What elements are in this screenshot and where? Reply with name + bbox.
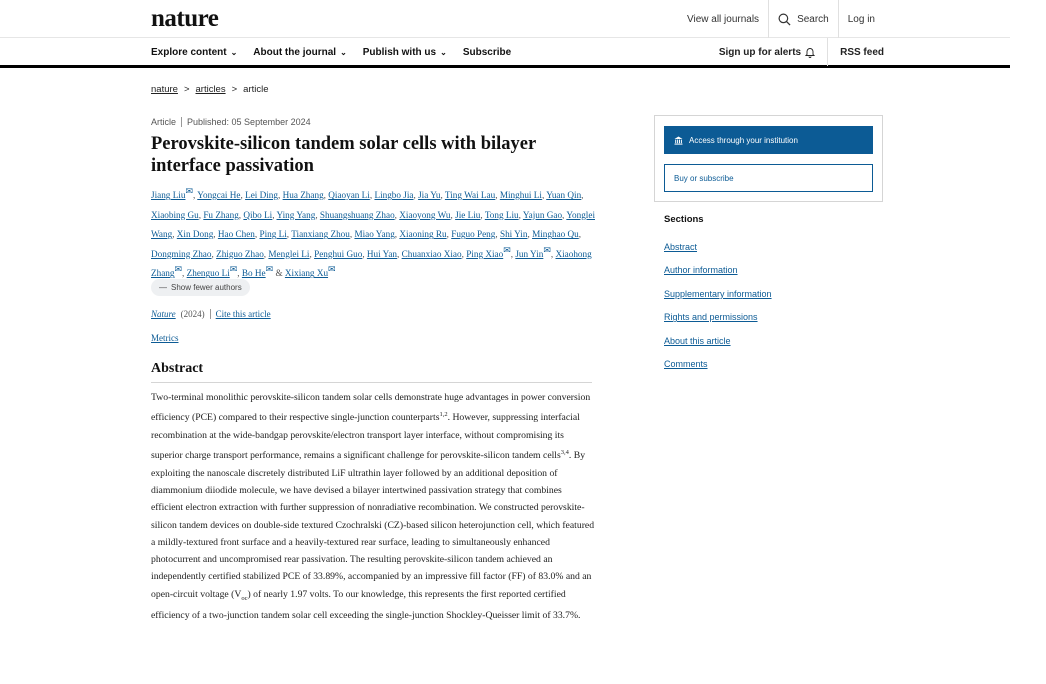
section-item	[664, 242, 772, 265]
breadcrumb-current: article	[243, 84, 269, 95]
alerts-signup-link[interactable]	[707, 38, 827, 66]
institution-icon	[674, 136, 683, 145]
publish-label: Publish with us	[362, 46, 437, 58]
abstract-text: Two-terminal monolithic perovskite-silicon tandem solar cells demonstrate huge advantages in power conversion efficiency (PCE) compared to their respective single-junction counterparts$^{1,2}$. However, suppressing interfacial recombination at the wide-bandgap perovskite/electron transport layer interface, without compromising its superior charge transport performance, remains a significant challenge for perovskite-silicon tandem cells$^{3,4}$. By exploiting the nanoscale discretely distributed LiF ultrathin layer followed by an additional deposition of diammonium diiodide molecule, we have devised a bilayer intertwined passivation strategy that combines efficient electron extraction with further suppression of nonradiative recombination. We constructed perovskite-silicon tandem devices on double-side textured Czochralski (CZ)-based silicon heterojunction cell, which featured a mildly-textured front surface and a heavily-textured rear surface, leading to simultaneously enhanced photocurrent and uncompromised rear passivation. The resulting perovskite-silicon tandem achieved an independently certified stabilized PCE of 33.89%, accompanied by an impressive fill factor (FF) of 83.0% and an open-circuit voltage $(V_{oc})$ of nearly 1.97 volts. To our knowledge, this represents the first reported certified efficiency of a two-junction tandem solar cell exceeding the single-junction Shockley-Queisser limit of 33.7%.	[151, 392, 595, 621]
author-link[interactable]: Penghui Guo	[314, 248, 363, 259]
author-link[interactable]: Zhenguo Li	[186, 268, 230, 279]
publish-with-us-menu[interactable]	[363, 47, 447, 58]
sections-nav	[664, 242, 772, 382]
subscribe-label: Subscribe	[462, 46, 512, 58]
section-item	[664, 312, 772, 335]
top-links	[678, 0, 884, 38]
author-link[interactable]: Yongcai He	[197, 190, 241, 200]
author-link[interactable]: Hui Yan	[366, 248, 398, 259]
published-date: Published: 05 September 2024	[187, 117, 311, 127]
author-link[interactable]: Xixiang Xu	[284, 268, 329, 279]
bell-icon	[805, 47, 815, 58]
alerts-label: Sign up for alerts	[718, 46, 802, 58]
citation-line	[151, 309, 271, 319]
author-link[interactable]: Shi Yin	[499, 229, 528, 240]
author-link[interactable]: Hua Zhang	[282, 190, 324, 200]
author-link[interactable]: Yonglei Wang	[151, 209, 595, 240]
main-nav	[0, 38, 1010, 68]
chevron-down-icon: ⌄	[440, 47, 447, 57]
access-institution-button[interactable]	[664, 126, 873, 154]
search-label: Search	[797, 13, 829, 25]
login-link[interactable]: Log in	[838, 0, 884, 38]
author-link[interactable]: Lei Ding	[245, 190, 278, 200]
rss-feed-link[interactable]: RSS feed	[827, 38, 884, 66]
section-item	[664, 289, 772, 312]
nature-logo[interactable]: nature	[151, 5, 219, 32]
author-link[interactable]: Minghui Li	[499, 190, 542, 200]
breadcrumb	[151, 84, 269, 95]
section-link-about-article[interactable]: About this article	[664, 335, 731, 346]
explore-content-menu[interactable]	[151, 47, 237, 58]
author-link[interactable]: Zhiguo Zhao	[216, 248, 264, 259]
author-link[interactable]: Jun Yin	[515, 248, 544, 259]
author-link[interactable]: Chuanxiao Xiao	[401, 248, 462, 259]
author-link[interactable]: Hao Chen	[217, 229, 255, 240]
minus-icon: —	[159, 283, 167, 292]
author-link[interactable]: Ying Yang	[276, 209, 316, 220]
chevron-down-icon: ⌄	[340, 47, 347, 57]
section-link-comments[interactable]: Comments	[664, 358, 708, 369]
explore-label: Explore content	[151, 46, 227, 58]
section-item	[664, 336, 772, 359]
section-link-supplementary-information[interactable]: Supplementary information	[664, 288, 772, 299]
author-link[interactable]: Qibo Li	[243, 209, 273, 220]
author-link[interactable]: Shuangshuang Zhao	[319, 209, 395, 220]
author-link[interactable]: Dongming Zhao	[151, 248, 212, 259]
author-link[interactable]: Yajun Gao	[522, 209, 563, 220]
author-link[interactable]: Tianxiang Zhou	[291, 229, 350, 240]
sections-heading: Sections	[664, 214, 704, 225]
publication-year: (2024)	[180, 309, 205, 319]
divider	[210, 309, 211, 319]
article-type: Article	[151, 117, 177, 127]
article-meta	[151, 117, 311, 127]
author-link[interactable]: Jia Yu	[418, 190, 441, 200]
cite-article-link[interactable]: Cite this article	[215, 309, 271, 319]
author-link[interactable]: Xiaobing Gu	[151, 209, 199, 220]
author-link[interactable]: Ping Xiao	[466, 248, 504, 259]
breadcrumb-nature[interactable]: nature	[151, 84, 178, 95]
author-link[interactable]: Jie Liu	[455, 209, 481, 220]
search-icon	[778, 13, 791, 26]
author-link[interactable]: Miao Yang	[354, 229, 395, 240]
author-link[interactable]: Fu Zhang	[203, 209, 239, 220]
search-button[interactable]	[768, 0, 838, 38]
show-fewer-authors-button[interactable]	[151, 279, 250, 296]
author-link[interactable]: Jiang Liu	[151, 190, 186, 200]
author-link[interactable]: Fuguo Peng	[451, 229, 496, 240]
about-label: About the journal	[253, 46, 337, 58]
view-all-journals-link[interactable]: View all journals	[686, 13, 760, 25]
about-journal-menu[interactable]	[253, 47, 346, 58]
subscribe-link[interactable]	[463, 47, 511, 58]
access-options-box	[654, 115, 883, 202]
author-link[interactable]: Lingbo Jia	[374, 190, 414, 200]
section-link-author-information[interactable]: Author information	[664, 265, 738, 276]
breadcrumb-separator: >	[183, 84, 190, 95]
show-fewer-label: Show fewer authors	[171, 283, 242, 292]
section-link-abstract[interactable]: Abstract	[664, 242, 698, 252]
journal-link[interactable]: Nature	[151, 309, 176, 319]
author-link[interactable]: Tong Liu	[484, 209, 519, 220]
author-link[interactable]: Xiaoyong Wu	[399, 209, 451, 220]
section-item	[664, 265, 772, 288]
access-label: Access through your institution	[689, 135, 798, 145]
metrics-link[interactable]: Metrics	[151, 333, 179, 343]
author-link[interactable]: Bo He	[241, 268, 266, 279]
divider	[181, 117, 182, 127]
author-link[interactable]: Qiaoyan Li	[328, 190, 370, 200]
breadcrumb-articles[interactable]: articles	[195, 84, 226, 95]
author-link[interactable]: Xiaoning Ru	[399, 229, 447, 240]
section-link-rights-permissions[interactable]: Rights and permissions	[664, 312, 758, 323]
author-link[interactable]: Ping Li	[259, 229, 287, 240]
top-bar	[0, 0, 1010, 38]
author-list: Jiang Liu✉, Yongcai He, Lei Ding, Hua Zhang, Qiaoyan Li, Lingbo Jia, Jia Yu, Ting Wai Lau, Minghui Li, Yuan Qin, Xiaobing Gu, Fu Zhang, Qibo Li, Ying Yang, Shuangshuang Zhao, Xiaoyong Wu, Jie Liu, Tong Liu, Yajun Gao, Yonglei Wang, Xin Dong, Hao Chen, Ping Li, Tianxiang Zhou, Miao Yang, Xiaoning Ru, Fuguo Peng, Shi Yin, Minghao Qu, Dongming Zhao, Zhiguo Zhao, Menglei Li, Penghui Guo, Hui Yan, Chuanxiao Xiao, Ping Xiao✉, Jun Yin✉, Xiaohong Zhang✉, Zhenguo Li✉, Bo He✉ & Xixiang Xu✉	[151, 185, 595, 279]
abstract-heading: Abstract	[151, 361, 592, 383]
author-link[interactable]: Yuan Qin	[546, 190, 582, 200]
section-item	[664, 359, 772, 382]
author-link[interactable]: Xin Dong	[176, 229, 214, 240]
author-link[interactable]: Menglei Li	[268, 248, 310, 259]
buy-or-subscribe-button[interactable]: Buy or subscribe	[664, 164, 873, 192]
author-link[interactable]: Minghao Qu	[532, 229, 579, 240]
author-link[interactable]: Ting Wai Lau	[444, 190, 496, 200]
breadcrumb-separator: >	[231, 84, 238, 95]
author-link[interactable]: Xiaohong Zhang	[151, 248, 592, 279]
article-title: Perovskite-silicon tandem solar cells with bilayer interface passivation	[151, 134, 536, 176]
chevron-down-icon: ⌄	[230, 47, 238, 57]
